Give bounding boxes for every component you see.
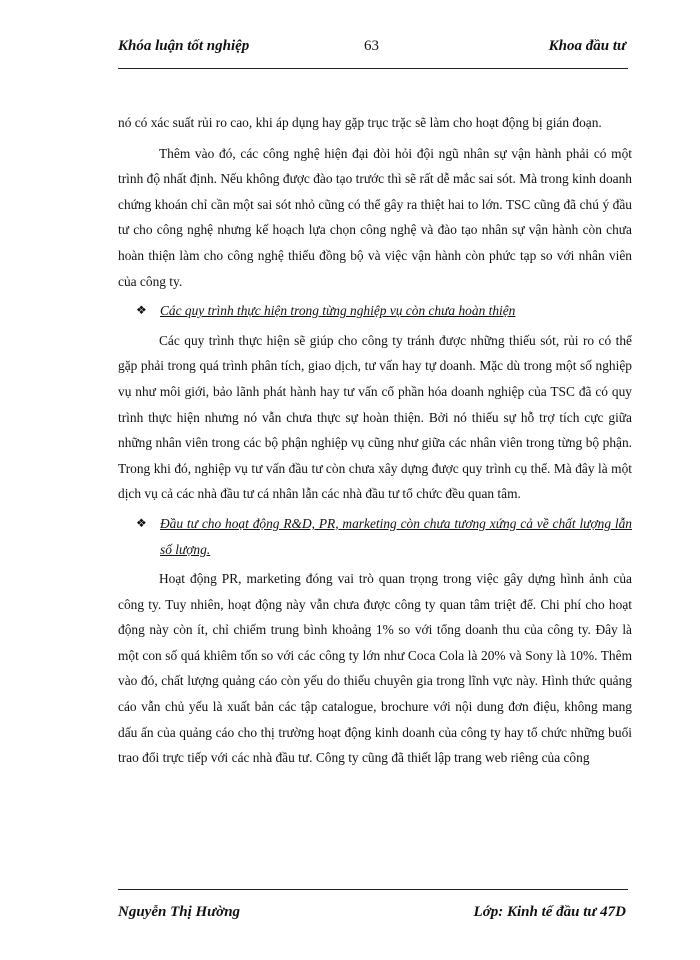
page-footer xyxy=(118,904,626,928)
bullet-heading-rnd-marketing xyxy=(118,511,632,562)
bullet-heading-text: Các quy trình thực hiện trong từng nghiệp vụ còn chưa hoàn thiện xyxy=(160,303,516,319)
page-body xyxy=(118,110,632,771)
header-thesis-label: Khóa luận tốt nghiệp xyxy=(118,38,250,54)
paragraph-3: Các quy trình thực hiện sẽ giúp cho công ty tránh được những thiếu sót, rủi ro có thể gặp phải trong quá trình phân tích, giao dịch, tư vấn hay tự doanh. Mặc dù trong một số nghiệp vụ như môi giới, bảo lãnh phát hành hay tư vấn cổ phần hóa doanh nghiệp của TSC đã có quy trình thực hiện nhưng nó vẫn chưa thực sự hoàn thiện. Bởi nó thiếu sự hỗ trợ tích cực giữa những nhân viên trong các bộ phận nghiệp vụ cũng như giữa các nhân viên trong từng bộ phận. Trong khi đó, nghiệp vụ tư vấn đầu tư còn chưa xây dựng được quy trình cụ thể. Mà đây là một dịch vụ cả các nhà đầu tư cá nhân lẫn các nhà đầu tư tổ chức đều quan tâm. xyxy=(118,332,632,502)
diamond-bullet-icon: ❖ xyxy=(136,303,147,318)
page-header xyxy=(118,38,626,62)
footer-author: Nguyễn Thị Hường xyxy=(118,904,241,920)
footer-class: Lớp: Kinh tế đầu tư 47D xyxy=(473,904,626,920)
header-faculty-label: Khoa đầu tư xyxy=(548,38,626,54)
paragraph-1: nó có xác suất rủi ro cao, khi áp dụng hay gặp trục trặc sẽ làm cho hoạt động bị gián đoạn. xyxy=(118,115,602,130)
bullet-heading-text: Đầu tư cho hoạt động R&D, PR, marketing còn chưa tương xứng cả về chất lượng lẫn số lượng. xyxy=(160,515,632,557)
paragraph-4: Hoạt động PR, marketing đóng vai trò quan trọng trong việc gây dựng hình ảnh của công ty. Tuy nhiên, hoạt động này vẫn chưa được công ty quan tâm triệt để. Chi phí cho hoạt động này còn ít, chỉ chiếm trung bình khoảng 1% so với tổng doanh thu của công ty. Đây là một con số quá khiêm tốn so với các công ty lớn như Coca Cola là 20% và Sony là 10%. Thêm vào đó, chất lượng quảng cáo còn yếu do thiếu chuyên gia trong lĩnh vực này. Hình thức quảng cáo vẫn chủ yếu là xuất bản các tập catalogue, brochure với nội dung đơn điệu, không mang dấu ấn của quảng cáo cho thị trường hoạt động kinh doanh của công ty hay tổ chức những buổi trao đổi trực tiếp với các nhà đầu tư. Công ty cũng đã thiết lập trang web riêng của công xyxy=(118,571,632,766)
diamond-bullet-icon: ❖ xyxy=(136,515,147,530)
paragraph-2: Thêm vào đó, các công nghệ hiện đại đòi hỏi đội ngũ nhân sự vận hành phải có một trình độ nhất định. Nếu không được đào tạo trước thì sẽ rất dễ mắc sai sót. Mà trong kinh doanh chứng khoán chỉ cần một sai sót nhỏ cũng có thể gây ra thiệt hai to lớn. TSC cũng đã chú ý đầu tư cho công nghệ nhưng kế hoạch lựa chọn công nghệ và đào tạo nhân sự vận hành còn chưa hoàn thiện làm cho công nghệ thiếu đồng bộ và việc vận hành còn phức tạp so với nhân viên của công ty. xyxy=(118,145,632,289)
header-divider xyxy=(118,68,628,69)
page-number: 63 xyxy=(364,38,379,54)
bullet-heading-procedures xyxy=(118,298,632,324)
footer-divider xyxy=(118,889,628,890)
